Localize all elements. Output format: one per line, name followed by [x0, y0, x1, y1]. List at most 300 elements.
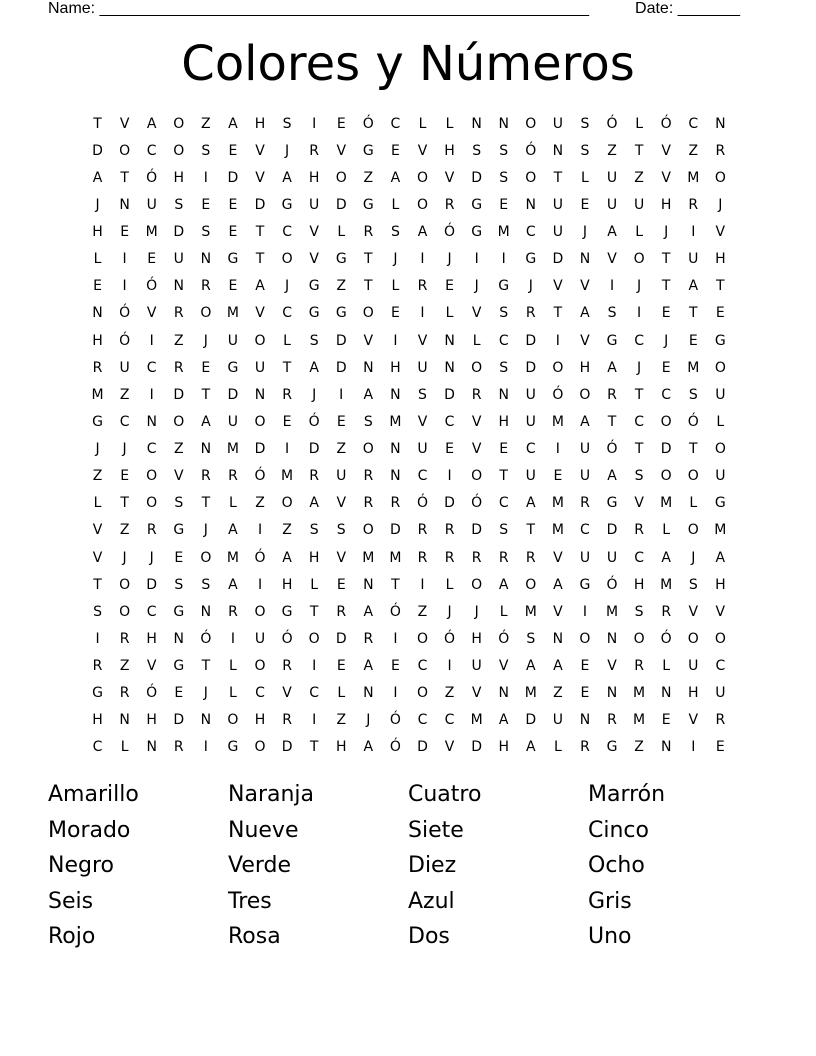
grid-letter[interactable]: J: [312, 386, 317, 403]
grid-letter[interactable]: A: [607, 468, 617, 485]
grid-letter[interactable]: L: [689, 495, 698, 512]
grid-letter[interactable]: L: [283, 332, 291, 349]
grid-letter[interactable]: T: [634, 386, 644, 403]
grid-letter[interactable]: E: [661, 712, 671, 729]
grid-letter[interactable]: L: [120, 739, 129, 756]
grid-letter[interactable]: T: [309, 739, 319, 756]
grid-letter[interactable]: O: [525, 169, 537, 186]
grid-letter[interactable]: I: [555, 441, 560, 458]
grid-letter[interactable]: A: [607, 359, 617, 376]
grid-letter[interactable]: D: [471, 522, 483, 539]
grid-letter[interactable]: T: [553, 169, 563, 186]
grid-letter[interactable]: Z: [173, 332, 184, 349]
grid-letter[interactable]: L: [445, 305, 454, 322]
grid-letter[interactable]: Z: [363, 169, 374, 186]
grid-letter[interactable]: Ó: [606, 441, 618, 458]
grid-letter[interactable]: U: [471, 658, 482, 675]
grid-letter[interactable]: O: [687, 522, 699, 539]
grid-letter[interactable]: J: [149, 549, 154, 566]
grid-letter[interactable]: R: [471, 386, 482, 403]
grid-letter[interactable]: O: [254, 603, 266, 620]
grid-letter[interactable]: R: [688, 196, 699, 213]
grid-letter[interactable]: L: [391, 196, 400, 213]
grid-letter[interactable]: Z: [444, 685, 455, 702]
grid-letter[interactable]: N: [390, 441, 401, 458]
grid-letter[interactable]: V: [92, 549, 103, 566]
grid-letter[interactable]: I: [285, 441, 290, 458]
grid-letter[interactable]: C: [634, 413, 644, 430]
grid-letter[interactable]: I: [339, 386, 344, 403]
grid-letter[interactable]: A: [498, 712, 509, 729]
grid-letter[interactable]: J: [691, 549, 696, 566]
grid-letter[interactable]: Ó: [660, 630, 672, 647]
grid-letter[interactable]: N: [146, 413, 157, 430]
grid-letter[interactable]: V: [471, 441, 482, 458]
grid-letter[interactable]: A: [363, 739, 374, 756]
grid-letter[interactable]: A: [282, 169, 292, 186]
grid-letter[interactable]: V: [471, 413, 482, 430]
grid-letter[interactable]: Ó: [525, 142, 537, 159]
grid-letter[interactable]: N: [200, 603, 212, 620]
grid-letter[interactable]: E: [201, 359, 211, 376]
grid-letter[interactable]: G: [714, 495, 726, 512]
grid-letter[interactable]: O: [254, 332, 266, 349]
grid-letter[interactable]: Ó: [119, 332, 131, 349]
grid-letter[interactable]: A: [228, 522, 238, 539]
grid-letter[interactable]: M: [524, 603, 537, 620]
grid-letter[interactable]: T: [634, 441, 644, 458]
grid-letter[interactable]: L: [472, 332, 481, 349]
grid-letter[interactable]: J: [393, 251, 398, 268]
grid-letter[interactable]: J: [122, 441, 127, 458]
grid-letter[interactable]: T: [391, 576, 400, 593]
grid-letter[interactable]: C: [580, 522, 590, 539]
grid-letter[interactable]: M: [91, 386, 104, 403]
grid-letter[interactable]: I: [637, 305, 642, 322]
grid-letter[interactable]: E: [580, 658, 590, 675]
grid-letter[interactable]: U: [552, 224, 563, 241]
grid-letter[interactable]: O: [254, 658, 266, 675]
grid-letter[interactable]: O: [552, 359, 564, 376]
grid-letter[interactable]: U: [552, 196, 563, 213]
grid-letter[interactable]: M: [362, 549, 375, 566]
grid-letter[interactable]: J: [203, 685, 208, 702]
grid-letter[interactable]: J: [528, 278, 533, 295]
grid-letter[interactable]: L: [499, 603, 508, 620]
grid-letter[interactable]: N: [363, 685, 374, 702]
grid-letter[interactable]: T: [553, 305, 563, 322]
grid-letter[interactable]: Ó: [119, 305, 131, 322]
grid-letter[interactable]: N: [444, 359, 455, 376]
grid-letter[interactable]: N: [444, 332, 455, 349]
grid-letter[interactable]: E: [499, 196, 509, 213]
grid-letter[interactable]: O: [362, 441, 374, 458]
grid-letter[interactable]: S: [580, 115, 590, 132]
grid-letter[interactable]: U: [715, 685, 726, 702]
grid-letter[interactable]: G: [498, 278, 510, 295]
grid-letter[interactable]: U: [417, 359, 428, 376]
grid-letter[interactable]: U: [146, 196, 157, 213]
grid-letter[interactable]: Ó: [416, 495, 428, 512]
grid-letter[interactable]: T: [309, 603, 319, 620]
grid-letter[interactable]: V: [553, 549, 563, 566]
grid-letter[interactable]: T: [120, 169, 129, 186]
grid-letter[interactable]: J: [582, 224, 588, 241]
grid-letter[interactable]: E: [282, 413, 292, 430]
grid-letter[interactable]: V: [634, 495, 644, 512]
grid-letter[interactable]: Z: [119, 386, 130, 403]
grid-letter[interactable]: M: [605, 603, 619, 620]
grid-letter[interactable]: R: [580, 495, 590, 512]
grid-letter[interactable]: H: [254, 712, 266, 729]
grid-letter[interactable]: S: [472, 142, 482, 159]
grid-letter[interactable]: S: [418, 386, 427, 403]
grid-letter[interactable]: Ó: [254, 468, 266, 485]
grid-letter[interactable]: U: [119, 359, 130, 376]
grid-letter[interactable]: O: [308, 630, 320, 647]
grid-letter[interactable]: U: [579, 549, 591, 566]
grid-letter[interactable]: A: [282, 549, 292, 566]
grid-letter[interactable]: D: [173, 224, 185, 241]
grid-letter[interactable]: T: [716, 278, 725, 295]
grid-letter[interactable]: O: [633, 251, 645, 268]
grid-letter[interactable]: C: [255, 685, 265, 702]
grid-letter[interactable]: E: [228, 224, 238, 241]
grid-letter[interactable]: D: [227, 169, 239, 186]
grid-letter[interactable]: S: [201, 142, 211, 159]
grid-letter[interactable]: J: [95, 441, 100, 458]
grid-letter[interactable]: V: [417, 413, 428, 430]
grid-letter[interactable]: S: [634, 468, 644, 485]
grid-letter[interactable]: J: [664, 332, 669, 349]
grid-letter[interactable]: O: [471, 359, 483, 376]
grid-letter[interactable]: S: [174, 576, 184, 593]
grid-letter[interactable]: R: [173, 305, 184, 322]
grid-letter[interactable]: D: [173, 712, 185, 729]
grid-letter[interactable]: G: [471, 196, 483, 213]
grid-letter[interactable]: R: [580, 739, 590, 756]
grid-letter[interactable]: R: [173, 739, 184, 756]
grid-letter[interactable]: Z: [201, 115, 211, 132]
grid-letter[interactable]: V: [688, 712, 699, 729]
grid-letter[interactable]: G: [362, 196, 374, 213]
grid-letter[interactable]: M: [551, 413, 564, 430]
grid-letter[interactable]: J: [203, 332, 208, 349]
grid-letter[interactable]: G: [471, 224, 483, 241]
grid-letter[interactable]: S: [309, 332, 319, 349]
grid-letter[interactable]: E: [336, 115, 346, 132]
grid-letter[interactable]: G: [362, 142, 374, 159]
grid-letter[interactable]: M: [281, 468, 294, 485]
grid-letter[interactable]: R: [715, 142, 726, 159]
grid-letter[interactable]: L: [662, 522, 671, 539]
grid-letter[interactable]: N: [200, 251, 212, 268]
grid-letter[interactable]: O: [579, 630, 591, 647]
grid-letter[interactable]: U: [688, 658, 699, 675]
grid-letter[interactable]: M: [389, 549, 402, 566]
grid-letter[interactable]: E: [553, 468, 563, 485]
grid-letter[interactable]: L: [635, 224, 643, 241]
grid-letter[interactable]: O: [714, 630, 726, 647]
grid-letter[interactable]: E: [120, 468, 130, 485]
grid-letter[interactable]: Z: [336, 441, 347, 458]
grid-letter[interactable]: O: [471, 576, 483, 593]
grid-letter[interactable]: I: [393, 630, 398, 647]
grid-letter[interactable]: T: [607, 413, 617, 430]
grid-letter[interactable]: U: [227, 332, 239, 349]
grid-letter[interactable]: I: [393, 685, 398, 702]
grid-letter[interactable]: L: [391, 278, 400, 295]
grid-letter[interactable]: O: [416, 630, 428, 647]
grid-letter[interactable]: H: [390, 359, 401, 376]
grid-letter[interactable]: U: [579, 441, 591, 458]
grid-letter[interactable]: Z: [634, 169, 644, 186]
grid-letter[interactable]: G: [308, 305, 320, 322]
grid-letter[interactable]: S: [174, 495, 184, 512]
grid-letter[interactable]: O: [254, 413, 266, 430]
grid-letter[interactable]: M: [633, 685, 646, 702]
grid-letter[interactable]: H: [687, 685, 699, 702]
grid-letter[interactable]: O: [227, 712, 239, 729]
grid-letter[interactable]: R: [390, 495, 401, 512]
grid-letter[interactable]: C: [525, 441, 536, 458]
grid-letter[interactable]: A: [526, 658, 536, 675]
grid-letter[interactable]: M: [497, 224, 510, 241]
grid-letter[interactable]: O: [119, 603, 131, 620]
grid-letter[interactable]: O: [525, 115, 537, 132]
grid-letter[interactable]: H: [254, 115, 266, 132]
grid-letter[interactable]: H: [498, 413, 509, 430]
grid-letter[interactable]: N: [200, 441, 212, 458]
grid-letter[interactable]: O: [173, 142, 185, 159]
grid-letter[interactable]: N: [119, 712, 130, 729]
grid-letter[interactable]: V: [255, 305, 265, 322]
grid-letter[interactable]: G: [92, 413, 103, 430]
grid-letter[interactable]: N: [498, 386, 509, 403]
grid-letter[interactable]: A: [661, 549, 671, 566]
grid-letter[interactable]: U: [417, 441, 428, 458]
grid-letter[interactable]: U: [552, 712, 563, 729]
grid-letter[interactable]: R: [525, 549, 536, 566]
grid-letter[interactable]: H: [579, 359, 591, 376]
grid-letter[interactable]: N: [390, 468, 401, 485]
grid-letter[interactable]: I: [203, 739, 208, 756]
grid-letter[interactable]: D: [308, 441, 320, 458]
grid-letter[interactable]: C: [119, 413, 130, 430]
grid-letter[interactable]: G: [579, 576, 591, 593]
grid-letter[interactable]: Ó: [444, 224, 456, 241]
grid-letter[interactable]: O: [416, 196, 428, 213]
grid-letter[interactable]: U: [227, 413, 239, 430]
grid-letter[interactable]: M: [524, 685, 537, 702]
grid-letter[interactable]: O: [416, 169, 428, 186]
grid-letter[interactable]: S: [607, 305, 617, 322]
grid-letter[interactable]: T: [93, 115, 102, 132]
grid-letter[interactable]: S: [688, 576, 698, 593]
grid-letter[interactable]: D: [525, 712, 537, 729]
grid-letter[interactable]: S: [499, 522, 509, 539]
grid-letter[interactable]: O: [281, 495, 293, 512]
grid-letter[interactable]: N: [552, 142, 564, 159]
grid-letter[interactable]: J: [474, 278, 479, 295]
grid-letter[interactable]: I: [312, 658, 317, 675]
grid-letter[interactable]: D: [281, 739, 293, 756]
grid-letter[interactable]: O: [525, 576, 537, 593]
grid-letter[interactable]: O: [362, 305, 374, 322]
grid-letter[interactable]: O: [714, 441, 726, 458]
grid-letter[interactable]: L: [310, 576, 319, 593]
grid-letter[interactable]: O: [254, 739, 266, 756]
grid-letter[interactable]: D: [471, 169, 483, 186]
grid-letter[interactable]: L: [337, 685, 346, 702]
grid-letter[interactable]: N: [363, 359, 374, 376]
grid-letter[interactable]: S: [93, 603, 102, 620]
grid-letter[interactable]: I: [257, 576, 263, 593]
grid-letter[interactable]: N: [200, 712, 212, 729]
grid-letter[interactable]: E: [93, 278, 102, 295]
grid-letter[interactable]: E: [390, 142, 400, 159]
grid-letter[interactable]: N: [390, 386, 401, 403]
grid-letter[interactable]: R: [282, 386, 292, 403]
grid-letter[interactable]: R: [282, 658, 292, 675]
grid-letter[interactable]: I: [420, 576, 425, 593]
grid-letter[interactable]: R: [363, 630, 374, 647]
grid-letter[interactable]: E: [228, 278, 238, 295]
grid-letter[interactable]: D: [606, 522, 618, 539]
grid-letter[interactable]: R: [444, 549, 455, 566]
name-field-label[interactable]: Name: _______________________________________________________: [48, 0, 589, 17]
grid-letter[interactable]: C: [498, 332, 509, 349]
grid-letter[interactable]: S: [336, 522, 346, 539]
grid-letter[interactable]: U: [579, 468, 591, 485]
grid-letter[interactable]: D: [444, 495, 455, 512]
grid-letter[interactable]: I: [149, 332, 154, 349]
grid-letter[interactable]: D: [335, 630, 347, 647]
grid-letter[interactable]: S: [174, 196, 184, 213]
grid-letter[interactable]: Ó: [389, 712, 401, 729]
grid-letter[interactable]: Z: [688, 142, 699, 159]
grid-letter[interactable]: Ó: [471, 495, 483, 512]
grid-letter[interactable]: M: [714, 522, 727, 539]
grid-letter[interactable]: E: [228, 196, 238, 213]
grid-letter[interactable]: I: [420, 305, 425, 322]
grid-letter[interactable]: J: [447, 251, 452, 268]
grid-letter[interactable]: Ó: [389, 739, 401, 756]
grid-letter[interactable]: A: [309, 495, 319, 512]
grid-letter[interactable]: Ó: [552, 386, 564, 403]
grid-letter[interactable]: H: [146, 630, 157, 647]
grid-letter[interactable]: J: [203, 522, 208, 539]
grid-letter[interactable]: L: [229, 685, 237, 702]
grid-letter[interactable]: E: [147, 251, 157, 268]
grid-letter[interactable]: O: [633, 630, 645, 647]
grid-letter[interactable]: V: [255, 142, 265, 159]
grid-letter[interactable]: D: [552, 251, 564, 268]
grid-letter[interactable]: A: [363, 386, 374, 403]
grid-letter[interactable]: E: [661, 305, 671, 322]
grid-letter[interactable]: V: [553, 278, 563, 295]
grid-letter[interactable]: L: [581, 169, 589, 186]
grid-letter[interactable]: G: [335, 251, 347, 268]
grid-letter[interactable]: I: [257, 522, 263, 539]
grid-letter[interactable]: C: [417, 658, 428, 675]
grid-letter[interactable]: D: [417, 739, 428, 756]
grid-letter[interactable]: R: [525, 305, 536, 322]
grid-letter[interactable]: A: [228, 115, 238, 132]
grid-letter[interactable]: Ó: [146, 169, 158, 186]
grid-letter[interactable]: C: [661, 386, 672, 403]
grid-letter[interactable]: I: [393, 332, 398, 349]
grid-letter[interactable]: I: [420, 251, 425, 268]
grid-letter[interactable]: T: [255, 224, 265, 241]
grid-letter[interactable]: H: [173, 169, 185, 186]
grid-letter[interactable]: T: [282, 359, 292, 376]
grid-letter[interactable]: L: [229, 495, 237, 512]
grid-letter[interactable]: V: [688, 603, 699, 620]
grid-letter[interactable]: V: [607, 658, 617, 675]
grid-letter[interactable]: D: [335, 359, 347, 376]
grid-letter[interactable]: L: [229, 658, 237, 675]
grid-letter[interactable]: T: [688, 441, 698, 458]
grid-letter[interactable]: T: [661, 251, 671, 268]
grid-letter[interactable]: M: [226, 441, 239, 458]
grid-letter[interactable]: E: [715, 305, 725, 322]
grid-letter[interactable]: J: [95, 196, 100, 213]
grid-letter[interactable]: Ó: [146, 278, 158, 295]
grid-letter[interactable]: A: [498, 576, 509, 593]
grid-letter[interactable]: G: [227, 251, 239, 268]
grid-letter[interactable]: A: [688, 278, 699, 295]
grid-letter[interactable]: C: [417, 468, 428, 485]
grid-letter[interactable]: T: [688, 305, 698, 322]
grid-letter[interactable]: I: [691, 224, 696, 241]
grid-letter[interactable]: S: [201, 576, 211, 593]
grid-letter[interactable]: R: [417, 278, 428, 295]
grid-letter[interactable]: U: [525, 413, 536, 430]
grid-letter[interactable]: I: [447, 658, 452, 675]
grid-letter[interactable]: C: [146, 603, 157, 620]
grid-letter[interactable]: C: [498, 495, 509, 512]
grid-letter[interactable]: Z: [173, 441, 184, 458]
grid-letter[interactable]: A: [553, 576, 563, 593]
grid-letter[interactable]: C: [715, 658, 726, 675]
grid-letter[interactable]: O: [660, 468, 672, 485]
grid-letter[interactable]: D: [227, 386, 239, 403]
grid-letter[interactable]: I: [474, 251, 479, 268]
grid-letter[interactable]: H: [281, 576, 293, 593]
grid-letter[interactable]: S: [201, 224, 211, 241]
grid-letter[interactable]: O: [173, 413, 185, 430]
grid-letter[interactable]: T: [634, 142, 644, 159]
grid-letter[interactable]: O: [687, 468, 699, 485]
grid-letter[interactable]: A: [580, 413, 590, 430]
grid-letter[interactable]: C: [92, 739, 103, 756]
grid-letter[interactable]: M: [145, 224, 158, 241]
grid-letter[interactable]: D: [471, 739, 483, 756]
grid-letter[interactable]: G: [714, 332, 726, 349]
grid-letter[interactable]: A: [526, 739, 536, 756]
grid-letter[interactable]: N: [498, 685, 509, 702]
grid-letter[interactable]: M: [226, 549, 239, 566]
grid-letter[interactable]: S: [580, 142, 590, 159]
grid-letter[interactable]: D: [390, 522, 401, 539]
grid-letter[interactable]: I: [609, 278, 615, 295]
grid-letter[interactable]: R: [607, 386, 617, 403]
grid-letter[interactable]: A: [607, 224, 617, 241]
grid-letter[interactable]: T: [255, 251, 265, 268]
grid-letter[interactable]: R: [363, 224, 374, 241]
grid-letter[interactable]: M: [660, 576, 673, 593]
